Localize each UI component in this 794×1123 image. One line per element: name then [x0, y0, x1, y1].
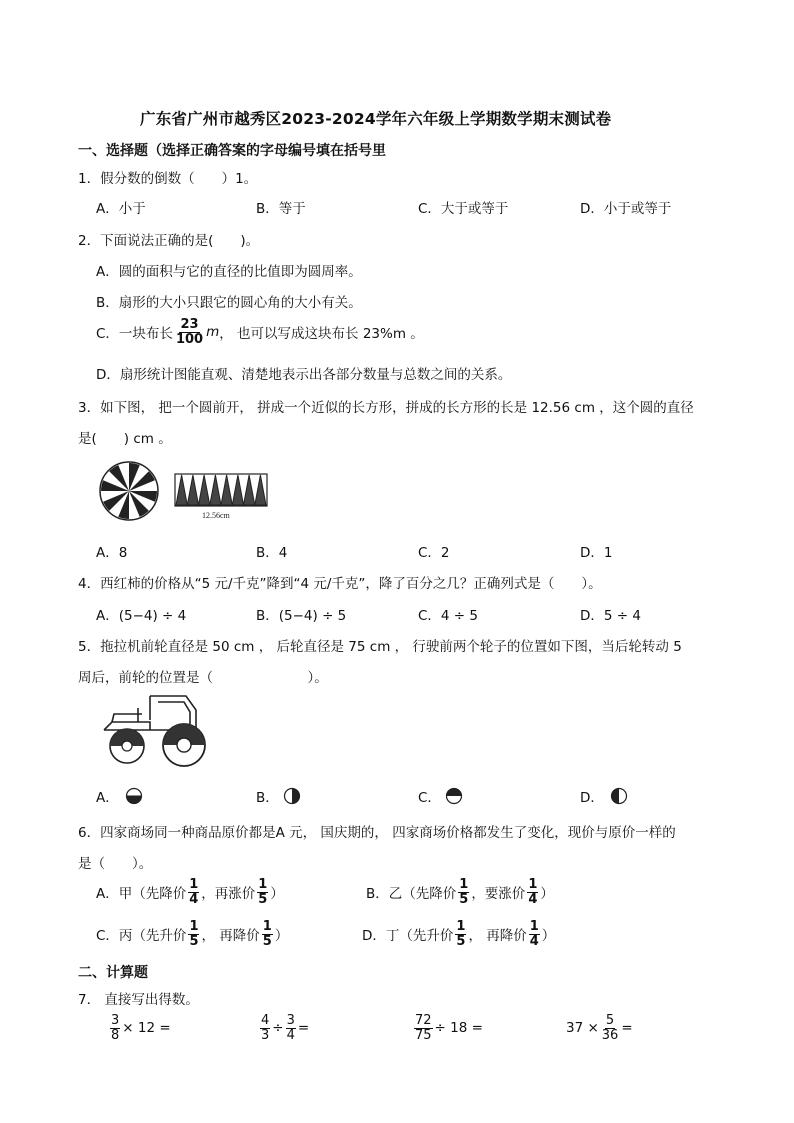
q3-option-c[interactable]: C．2	[418, 545, 450, 561]
fraction-denominator: 100	[175, 331, 204, 347]
question-5-line1: 5．拖拉机前轮直径是 50 cm ， 后轮直径是 75 cm ， 行驶前两个轮子的位置如下图，当后轮转动 5	[78, 639, 682, 655]
q2-c-unit: m	[206, 324, 220, 341]
question-6-line1: 6．四家商场同一种商品原价都是A 元， 国庆期的， 四家商场价格都发生了变化，现价与原价一样的	[78, 825, 676, 841]
q2-option-c[interactable]	[96, 318, 424, 346]
fraction-numerator: 4	[261, 1013, 270, 1028]
fraction	[257, 878, 268, 906]
q1-option-c[interactable]: C．大于或等于	[418, 201, 509, 217]
front-wheel	[110, 729, 144, 763]
sector-circle	[100, 462, 158, 520]
fraction-numerator: 72	[415, 1013, 432, 1028]
q1-option-b[interactable]: B．等于	[256, 201, 306, 217]
q5-option-a[interactable]	[96, 786, 143, 806]
q7-expression-1	[108, 1014, 171, 1042]
fraction-denominator: 4	[529, 933, 539, 949]
fraction-numerator: 1	[456, 919, 466, 934]
fraction	[455, 920, 466, 948]
figure-length-label: 12.56cm	[202, 511, 230, 520]
expression-text: × 12 =	[122, 1020, 171, 1037]
fraction-denominator: 5	[189, 933, 199, 949]
fraction	[188, 878, 199, 906]
option-text: D．丁（先升价	[362, 928, 454, 945]
fraction-numerator: 3	[286, 1013, 295, 1028]
fraction	[527, 878, 538, 906]
option-text: B．乙（先降价	[366, 886, 457, 903]
wheel-shaded-bottom-icon	[125, 787, 143, 805]
operator: ÷	[272, 1020, 284, 1037]
fraction-denominator: 4	[189, 891, 199, 907]
option-text: ）	[274, 928, 289, 945]
fraction	[414, 1014, 433, 1042]
option-letter: A．	[96, 790, 119, 806]
fraction-numerator: 1	[528, 877, 538, 892]
q4-option-c[interactable]: C．4 ÷ 5	[418, 608, 478, 624]
q6-option-d[interactable]	[362, 920, 555, 948]
fraction-numerator: 1	[459, 877, 469, 892]
option-text: ，要涨价	[471, 886, 526, 903]
page-title: 广东省广州市越秀区2023-2024学年六年级上学期数学期末测试卷	[140, 110, 612, 128]
question-6-line2: 是（ ）。	[78, 856, 153, 872]
fraction-denominator: 8	[111, 1027, 120, 1043]
q5-option-d[interactable]	[580, 786, 628, 806]
q4-option-a[interactable]: A．(5−4) ÷ 4	[96, 608, 187, 624]
fraction-denominator: 5	[258, 891, 268, 907]
q6-option-c[interactable]	[96, 920, 288, 948]
fraction	[260, 1014, 270, 1042]
option-text: ）	[541, 928, 556, 945]
question-4-stem: 4．西红柿的价格从“5 元/千克”降到“4 元/千克”，降了百分之几？正确列式是（ ）。	[78, 576, 602, 592]
fraction-numerator: 23	[180, 317, 199, 332]
fraction-denominator: 4	[528, 891, 538, 907]
option-letter: D．	[580, 790, 604, 806]
fraction-numerator: 5	[605, 1013, 615, 1028]
question-1-stem: 1．假分数的倒数（ ）1。	[78, 171, 258, 187]
fraction	[458, 878, 469, 906]
fraction	[601, 1014, 620, 1042]
q2-c-prefix: C．一块布长	[96, 326, 173, 343]
fraction	[110, 1014, 120, 1042]
option-text: ，再涨价	[201, 886, 256, 903]
question-7-stem: 7． 直接写出得数。	[78, 992, 199, 1008]
q3-option-d[interactable]: D．1	[580, 545, 613, 561]
q3-option-b[interactable]: B．4	[256, 545, 288, 561]
q4-option-d[interactable]: D．5 ÷ 4	[580, 608, 641, 624]
q6-option-a[interactable]	[96, 878, 284, 906]
q7-expression-4	[566, 1014, 633, 1042]
fraction-numerator: 3	[111, 1013, 120, 1028]
question-2-stem: 2．下面说法正确的是( )。	[78, 233, 260, 249]
q2-option-b[interactable]: B．扇形的大小只跟它的圆心角的大小有关。	[96, 295, 362, 311]
option-text: ）	[270, 886, 284, 903]
fraction-numerator: 1	[258, 877, 268, 892]
wheel-shaded-right-icon	[283, 787, 301, 805]
q2-option-a[interactable]: A．圆的面积与它的直径的比值即为圆周率。	[96, 264, 362, 280]
q4-option-b[interactable]: B．(5−4) ÷ 5	[256, 608, 347, 624]
option-text: ， 再降价	[468, 928, 527, 945]
circle-rearrangement-figure	[92, 460, 282, 522]
option-text: ， 再降价	[201, 928, 260, 945]
rearranged-rectangle	[175, 474, 267, 506]
q1-option-d[interactable]: D．小于或等于	[580, 201, 672, 217]
fraction	[529, 920, 540, 948]
fraction-denominator: 5	[459, 891, 469, 907]
option-letter: C．	[418, 790, 441, 806]
option-text: ）	[540, 886, 554, 903]
fraction-denominator: 4	[286, 1027, 295, 1043]
fraction-denominator: 3	[261, 1027, 270, 1043]
q2-c-suffix: ， 也可以写成这块布长 23%m 。	[219, 326, 424, 343]
question-3-line2: 是( ) cm 。	[78, 431, 172, 447]
fraction	[286, 1014, 296, 1042]
fraction	[175, 318, 204, 346]
fraction-denominator: 5	[262, 933, 272, 949]
question-5-line2: 周后，前轮的位置是（ ）。	[78, 670, 328, 686]
expression-text: =	[621, 1020, 633, 1037]
fraction	[262, 920, 273, 948]
fraction-numerator: 1	[262, 919, 272, 934]
fraction-numerator: 1	[189, 877, 199, 892]
rear-wheel	[163, 724, 205, 766]
q6-option-b[interactable]	[366, 878, 554, 906]
option-text: C．丙（先升价	[96, 928, 187, 945]
section-heading-calculation: 二、计算题	[78, 965, 148, 981]
fraction-denominator: 5	[456, 933, 466, 949]
fraction-denominator: 36	[601, 1027, 619, 1043]
q1-option-a[interactable]: A．小于	[96, 201, 146, 217]
fraction-numerator: 1	[189, 919, 199, 934]
expression-text: =	[297, 1020, 310, 1037]
tractor-figure	[98, 690, 218, 770]
section-heading-choice: 一、选择题（选择正确答案的字母编号填在括号里	[78, 143, 386, 159]
option-letter: B．	[256, 790, 279, 806]
fraction	[188, 920, 199, 948]
q3-option-a[interactable]: A．8	[96, 545, 128, 561]
question-3-line1: 3．如下图， 把一个圆前开， 拼成一个近似的长方形，拼成的长方形的长是 12.56 cm ，这个圆的直径	[78, 400, 694, 416]
q5-option-c[interactable]	[418, 786, 463, 806]
fraction-numerator: 1	[529, 919, 539, 934]
option-text: A．甲（先降价	[96, 886, 187, 903]
q7-expression-3	[412, 1014, 483, 1042]
fraction-denominator: 75	[415, 1027, 432, 1043]
q5-option-b[interactable]	[256, 786, 301, 806]
wheel-shaded-left-icon	[608, 787, 628, 805]
expression-text: ÷ 18 =	[434, 1020, 483, 1037]
q7-expression-2	[258, 1014, 309, 1042]
wheel-shaded-top-icon	[445, 787, 463, 805]
expression-text: 37 ×	[566, 1020, 599, 1037]
q2-option-d[interactable]: D．扇形统计图能直观、清楚地表示出各部分数量与总数之间的关系。	[96, 367, 512, 383]
